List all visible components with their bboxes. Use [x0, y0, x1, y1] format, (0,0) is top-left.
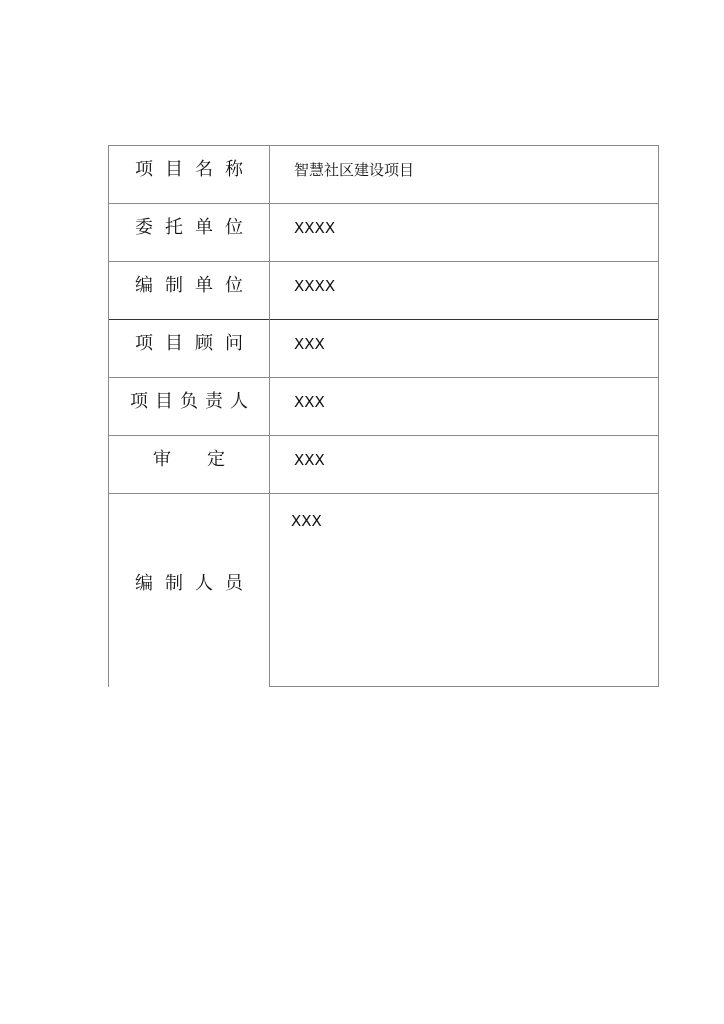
value-cell — [270, 262, 659, 320]
project-name-value: 智慧社区建设项目 — [294, 161, 415, 179]
project-leader-label: 项目负责人 — [130, 391, 255, 412]
table-row — [109, 436, 659, 494]
table-row — [109, 494, 659, 687]
client-unit-value: XXXX — [294, 219, 336, 237]
value-cell — [270, 494, 659, 687]
project-leader-value: XXX — [294, 393, 325, 411]
label-cell — [109, 204, 270, 262]
project-advisor-label: 项目顾问 — [135, 333, 255, 354]
table-row — [109, 262, 659, 320]
table-row — [109, 204, 659, 262]
label-cell — [109, 320, 270, 378]
table-row — [109, 378, 659, 436]
project-info-table — [108, 145, 659, 687]
value-cell — [270, 436, 659, 494]
value-cell — [270, 146, 659, 204]
project-name-label: 项目名称 — [135, 159, 255, 180]
compilers-label: 编制人员 — [135, 573, 255, 594]
value-cell — [270, 204, 659, 262]
approval-label: 审定 — [153, 449, 261, 470]
project-advisor-value: XXX — [294, 335, 325, 353]
label-cell — [109, 378, 270, 436]
label-cell — [109, 146, 270, 204]
compiling-unit-label: 编制单位 — [135, 275, 255, 296]
value-cell — [270, 320, 659, 378]
compilers-value: XXX — [291, 512, 322, 530]
table-row — [109, 146, 659, 204]
value-cell — [270, 378, 659, 436]
label-cell — [109, 436, 270, 494]
table-row — [109, 320, 659, 378]
compiling-unit-value: XXXX — [294, 277, 336, 295]
label-cell — [109, 494, 270, 687]
client-unit-label: 委托单位 — [135, 217, 255, 238]
label-cell — [109, 262, 270, 320]
approval-value: XXX — [294, 451, 325, 469]
